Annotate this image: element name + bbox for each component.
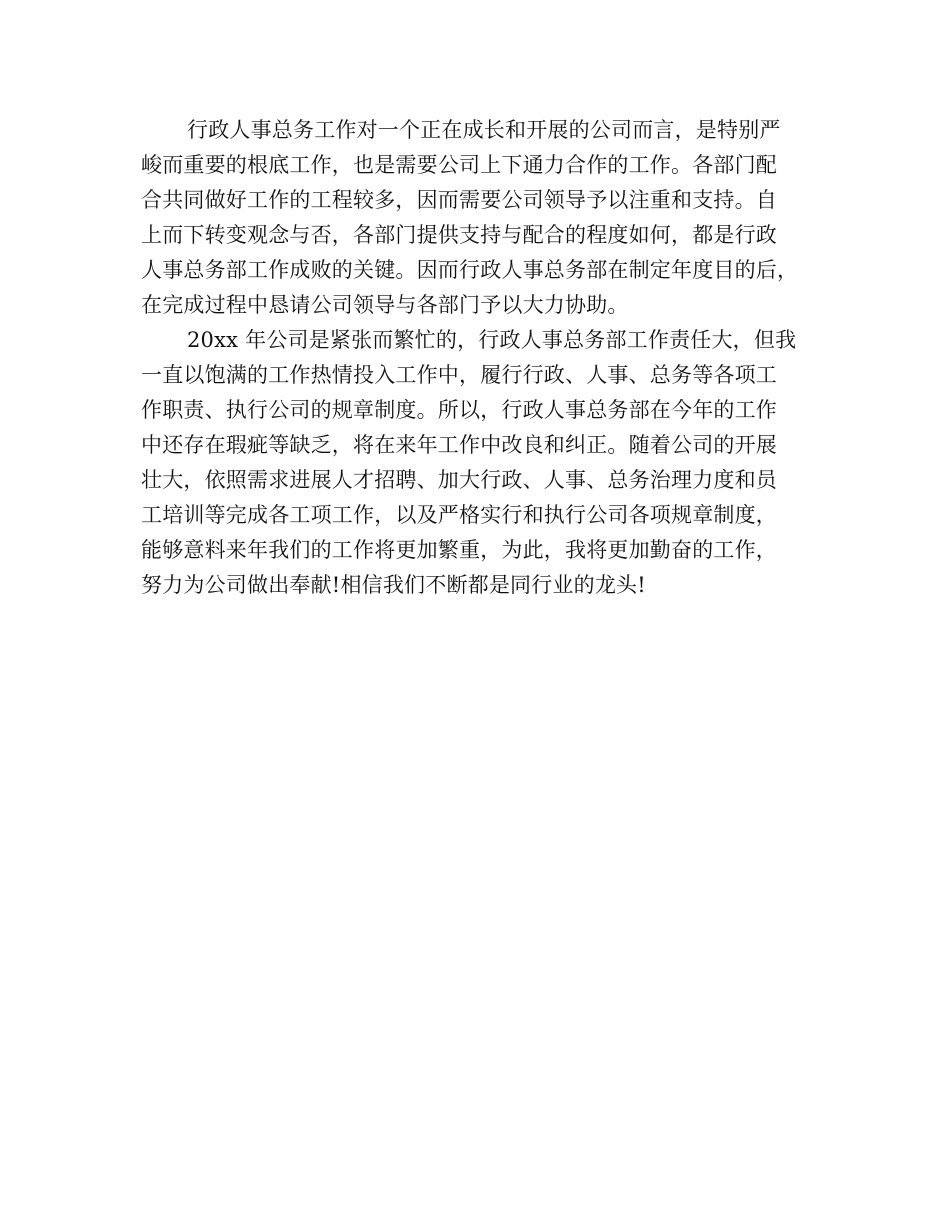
- paragraph-1-line-4: 上而下转变观念与否，各部门提供支持与配合的程度如何，都是行政: [141, 223, 777, 247]
- paragraph-2-line-2: 一直以饱满的工作热情投入工作中，履行行政、人事、总务等各项工: [141, 363, 777, 387]
- paragraph-2-line-4: 中还存在瑕疵等缺乏，将在来年工作中改良和纠正。随着公司的开展: [141, 433, 777, 457]
- document-body: [141, 113, 831, 603]
- paragraph-2-line-6: 工培训等完成各工项工作，以及严格实行和执行公司各项规章制度，: [141, 503, 777, 527]
- paragraph-1-line-2: 峻而重要的根底工作，也是需要公司上下通力合作的工作。各部门配: [141, 153, 777, 177]
- paragraph-2-line-1: 20xx 年公司是紧张而繁忙的，行政人事总务部工作责任大，但我: [187, 328, 797, 352]
- paragraph-2-line-7: 能够意料来年我们的工作将更加繁重，为此，我将更加勤奋的工作，: [141, 538, 777, 562]
- paragraph-1-line-6: 在完成过程中恳请公司领导与各部门予以大力协助。: [141, 293, 629, 317]
- paragraph-2-line-8: 努力为公司做出奉献!相信我们不断都是同行业的龙头!: [141, 573, 646, 597]
- paragraph-2-line-5: 壮大，依照需求进展人才招聘、加大行政、人事、总务治理力度和员: [141, 468, 777, 492]
- paragraph-2: [141, 323, 831, 603]
- paragraph-2-line-3: 作职责、执行公司的规章制度。所以，行政人事总务部在今年的工作: [141, 398, 777, 422]
- paragraph-1: [141, 113, 831, 323]
- paragraph-1-line-5: 人事总务部工作成败的关键。因而行政人事总务部在制定年度目的后，: [141, 258, 799, 282]
- paragraph-1-line-3: 合共同做好工作的工程较多，因而需要公司领导予以注重和支持。自: [141, 188, 777, 212]
- paragraph-1-line-1: 行政人事总务工作对一个正在成长和开展的公司而言，是特别严: [187, 118, 781, 142]
